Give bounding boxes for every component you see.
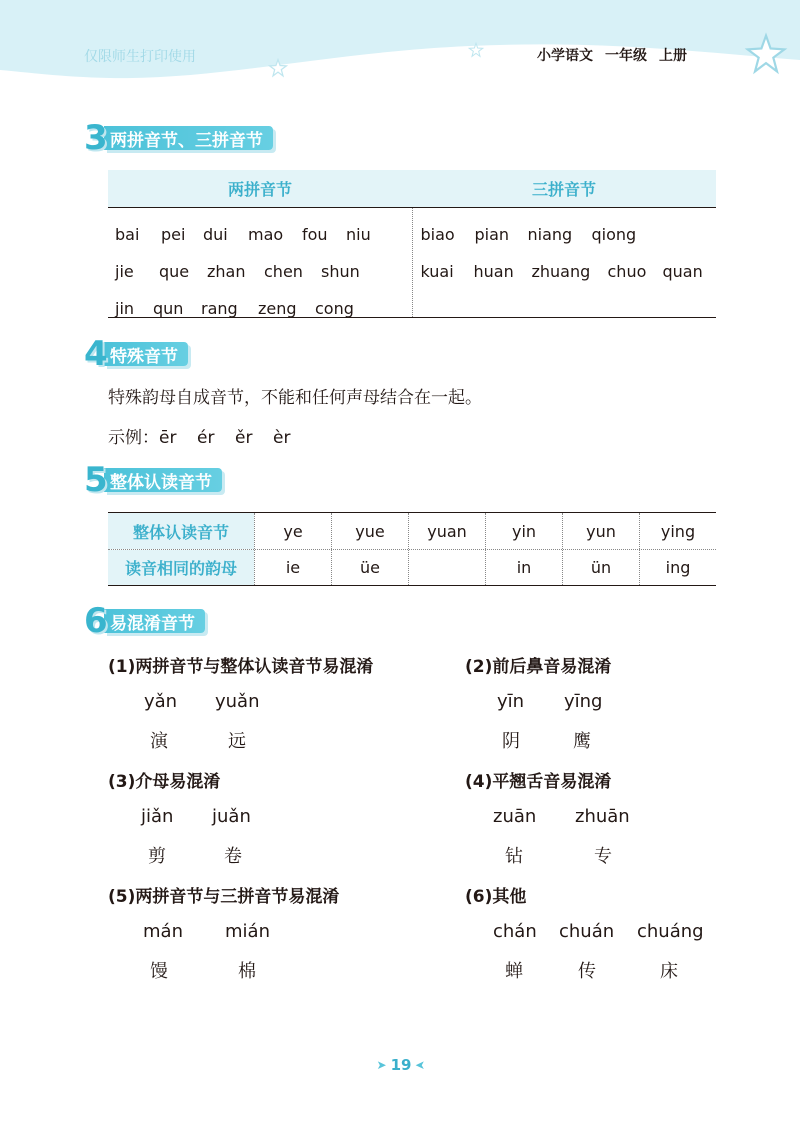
table-cell: in [485, 550, 562, 585]
grade-label: 一年级 [605, 48, 647, 64]
example-syllable: ēr [159, 428, 177, 448]
star-decoration-large [744, 32, 788, 76]
table-row [108, 253, 412, 290]
pinyin: yuǎn [215, 691, 260, 712]
syllable: mao [248, 225, 284, 244]
syllable: chuo [607, 262, 647, 281]
section-6-heading [84, 603, 205, 639]
hanzi: 卷 [224, 846, 242, 867]
syllable: biao [420, 225, 455, 244]
hanzi: 钻 [505, 846, 523, 867]
syllable: pei [161, 225, 186, 244]
page-number: 19 [390, 1056, 412, 1074]
confusion-group-title: (1)两拼音节与整体认读音节易混淆 [108, 657, 374, 677]
table-cell: ie [254, 550, 331, 585]
syllable: quan [662, 262, 703, 281]
confusion-group-title: (4)平翘舌音易混淆 [465, 772, 612, 792]
table-row [413, 216, 717, 253]
pinyin: mán [143, 921, 183, 942]
syllable: kuai [420, 262, 454, 281]
page-footer [370, 1056, 432, 1074]
hanzi: 馒 [150, 961, 168, 982]
table-cell: yin [485, 513, 562, 549]
table-cell: ün [562, 550, 639, 585]
column-header-three-part: 三拼音节 [531, 180, 596, 199]
table-cell: yun [562, 513, 639, 549]
hanzi: 演 [150, 731, 168, 752]
example-syllable: ěr [235, 428, 253, 448]
section-number: 5 [84, 460, 108, 500]
row-label: 整体认读音节 [108, 513, 254, 549]
chevron-right-icon: ➤ [376, 1058, 387, 1072]
syllable: shun [321, 262, 360, 281]
syllable: zhan [207, 262, 246, 281]
row-label: 读音相同的韵母 [108, 550, 254, 585]
header-meta [537, 45, 699, 65]
syllable: que [159, 262, 190, 281]
watermark-text: 仅限师生打印使用 [84, 49, 196, 65]
pinyin: chuán [559, 921, 615, 942]
syllable: dui [203, 225, 228, 244]
syllable: huan [473, 262, 514, 281]
table-cell: ye [254, 513, 331, 549]
hanzi: 棉 [238, 961, 256, 982]
syllable: jie [115, 262, 134, 281]
pinyin: juǎn [212, 806, 251, 827]
syllable: niang [527, 225, 573, 244]
pinyin: jiǎn [141, 806, 174, 827]
hanzi: 鹰 [573, 731, 591, 752]
hanzi: 专 [594, 846, 612, 867]
table-cell: ing [639, 550, 716, 585]
section-5-heading [84, 462, 222, 498]
table-cell: yuan [408, 513, 485, 549]
pinyin: zhuān [575, 806, 630, 827]
syllable: fou [302, 225, 328, 244]
hanzi: 阴 [502, 731, 520, 752]
section-title: 特殊音节 [104, 342, 188, 366]
table-row [413, 253, 717, 290]
hanzi: 蝉 [505, 961, 523, 982]
pinyin: chuáng [637, 921, 704, 942]
table-cell [408, 550, 485, 585]
three-part-column [413, 208, 717, 317]
section-number: 4 [84, 334, 108, 374]
table-row [108, 549, 716, 585]
hanzi: 床 [660, 961, 678, 982]
hanzi: 剪 [148, 846, 166, 867]
pinyin: yīn [497, 691, 525, 712]
whole-syllable-table [108, 512, 716, 586]
two-part-column [108, 208, 413, 317]
syllable: zhuang [531, 262, 591, 281]
table-header [108, 170, 716, 208]
pinyin: yǎn [144, 691, 178, 712]
syllable: qiong [591, 225, 637, 244]
subject-label: 小学语文 [537, 48, 593, 64]
chevron-left-icon: ➤ [415, 1058, 426, 1072]
syllable: jin [115, 299, 135, 318]
pinyin: mián [225, 921, 270, 942]
table-cell: üe [331, 550, 408, 585]
pinyin: yīng [564, 691, 603, 712]
table-row [108, 513, 716, 549]
section-4-heading [84, 336, 188, 372]
syllable-table [108, 170, 716, 318]
syllable: pian [474, 225, 510, 244]
confusion-group-title: (5)两拼音节与三拼音节易混淆 [108, 887, 340, 907]
section-number: 3 [84, 118, 108, 158]
table-cell: ying [639, 513, 716, 549]
table-row [108, 290, 412, 327]
section-title: 易混淆音节 [104, 609, 205, 633]
star-decoration-small [468, 42, 484, 58]
volume-label: 上册 [659, 48, 687, 64]
pinyin: chán [493, 921, 537, 942]
syllable: chen [264, 262, 303, 281]
confusion-group-title: (2)前后鼻音易混淆 [465, 657, 612, 677]
hanzi: 传 [578, 961, 596, 982]
syllable: bai [115, 225, 140, 244]
syllable: rang [201, 299, 238, 318]
confusion-group-title: (3)介母易混淆 [108, 772, 221, 792]
section-title: 两拼音节、三拼音节 [104, 126, 273, 150]
pinyin: zuān [493, 806, 537, 827]
syllable: niu [346, 225, 371, 244]
example-line [108, 423, 290, 448]
example-syllable: ér [197, 428, 215, 448]
syllable: cong [315, 299, 354, 318]
table-row [108, 216, 412, 253]
section-3-heading [84, 120, 273, 156]
syllable: qun [153, 299, 184, 318]
example-label: 示例： [108, 428, 159, 448]
section-title: 整体认读音节 [104, 468, 222, 492]
table-cell: yue [331, 513, 408, 549]
table-body [108, 208, 716, 318]
section-number: 6 [84, 601, 108, 641]
special-syllable-rule: 特殊韵母自成音节，不能和任何声母结合在一起。 [108, 388, 482, 408]
column-header-two-part: 两拼音节 [227, 180, 292, 199]
example-syllable: èr [273, 428, 291, 448]
hanzi: 远 [228, 731, 246, 752]
confusion-group-title: (6)其他 [465, 887, 527, 907]
star-decoration-medium [268, 58, 288, 78]
syllable: zeng [258, 299, 297, 318]
